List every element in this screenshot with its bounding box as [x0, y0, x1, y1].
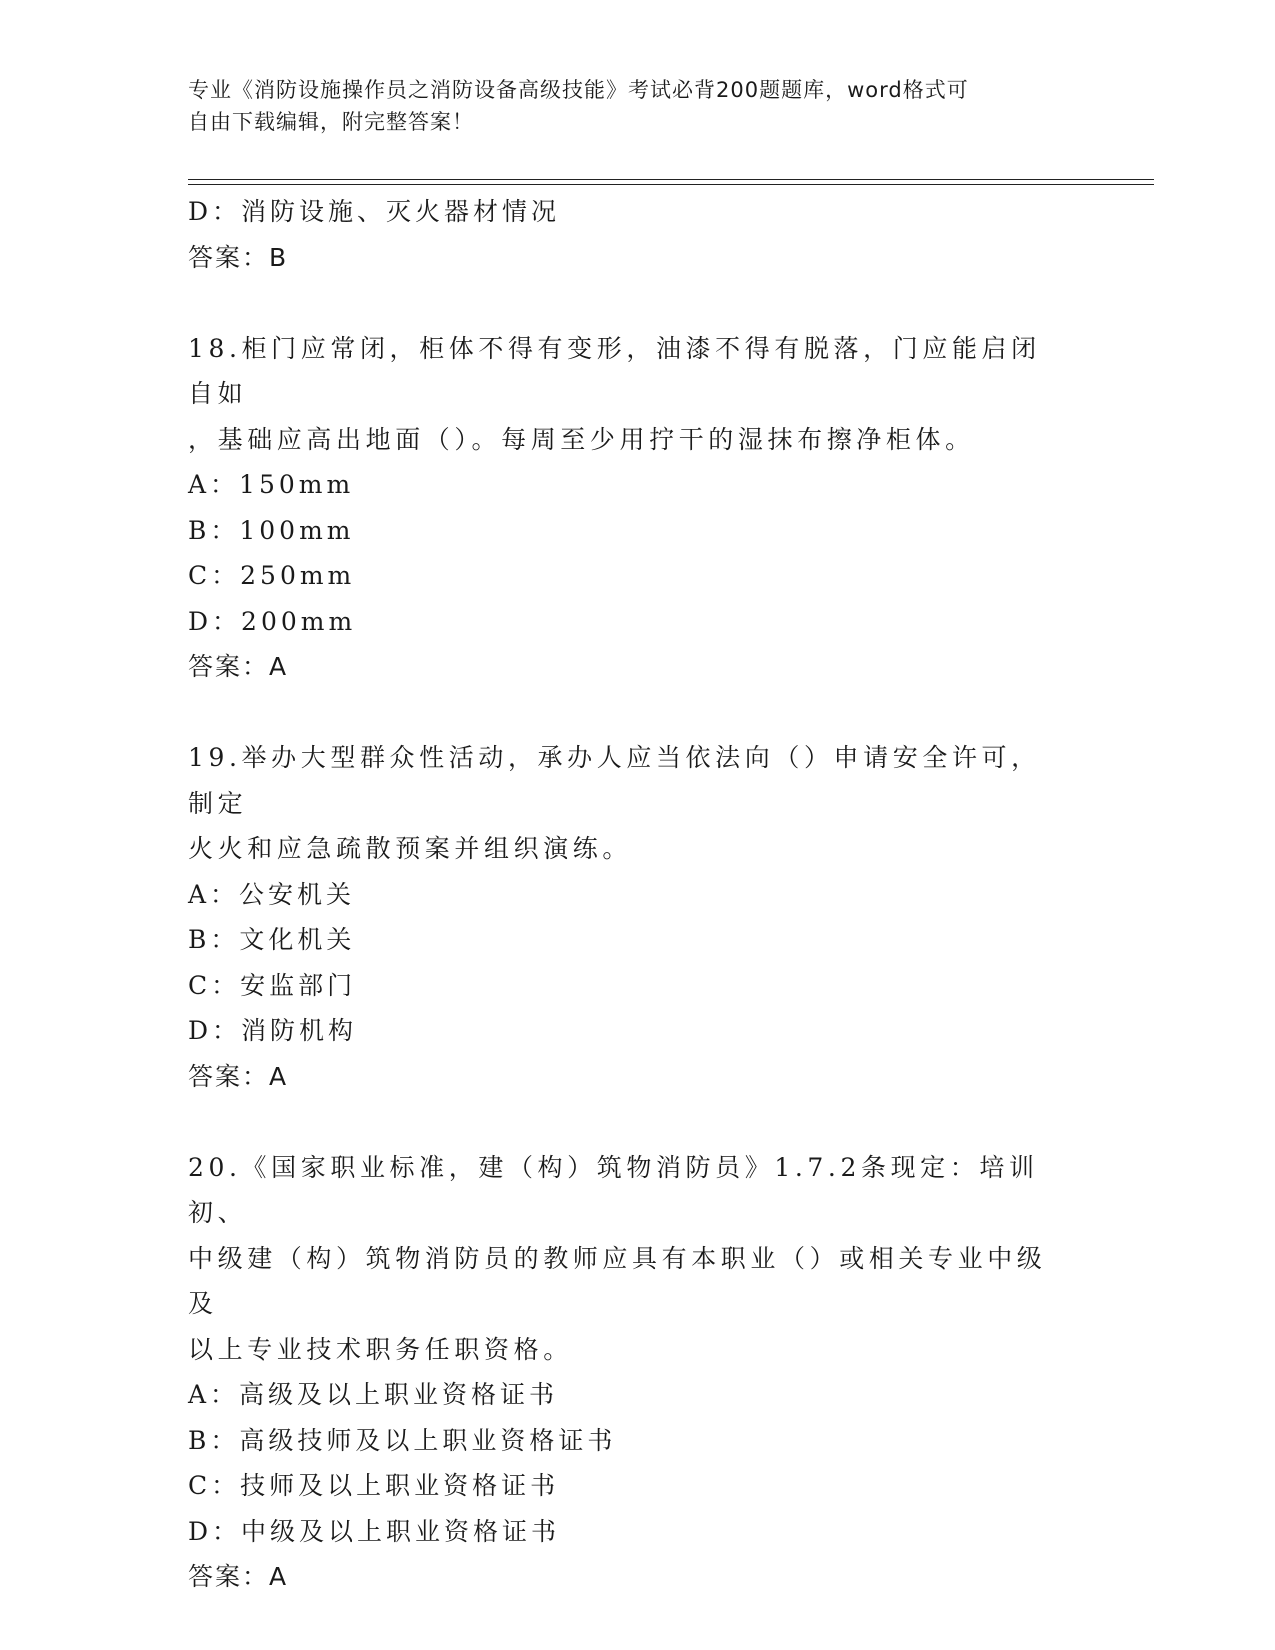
question-19	[188, 735, 1088, 1099]
option-b: B：文化机关	[188, 925, 356, 954]
question-text-line: 中级建（构）筑物消防员的教师应具有本职业（）或相关专业中级及	[188, 1243, 1047, 1318]
header-line-2: 自由下载编辑，附完整答案！	[188, 110, 474, 134]
option-a: A：150mm	[188, 470, 355, 499]
option-c: C：250mm	[188, 561, 356, 590]
option-d: D：消防设施、灭火器材情况	[188, 197, 561, 226]
question-text-line: ，基础应高出地面（）。每周至少用拧干的湿抹布擦净柜体。	[188, 424, 975, 454]
document-header	[188, 74, 1088, 138]
option-b: B：高级技师及以上职业资格证书	[188, 1425, 617, 1455]
header-divider-top	[188, 179, 1154, 180]
answer-line: 答案：A	[188, 1061, 289, 1091]
option-b: B：100mm	[188, 515, 355, 545]
question-text-line: 19.举办大型群众性活动，承办人应当依法向（）申请安全许可，制定	[188, 743, 1041, 818]
option-d: D：中级及以上职业资格证书	[188, 1516, 561, 1546]
header-divider-bottom	[188, 184, 1154, 185]
answer-line: 答案：B	[188, 242, 289, 272]
question-20	[188, 1145, 1088, 1600]
option-d: D：消防机构	[188, 1016, 358, 1045]
option-d: D：200mm	[188, 606, 357, 636]
answer-line: 答案：A	[188, 652, 289, 681]
option-c: C：技师及以上职业资格证书	[188, 1471, 560, 1500]
question-content	[188, 189, 1088, 1600]
question-text-line: 20.《国家职业标准，建（构）筑物消防员》1.7.2条现定：培训初、	[188, 1152, 1039, 1227]
question-18	[188, 326, 1088, 690]
question-text-line: 以上专业技术职务任职资格。	[188, 1334, 573, 1364]
option-c: C：安监部门	[188, 970, 357, 1000]
question-text-line: 18.柜门应常闭，柜体不得有变形，油漆不得有脱落，门应能启闭自如	[188, 333, 1041, 408]
option-a: A：高级及以上职业资格证书	[188, 1380, 559, 1409]
header-line-1: 专业《消防设施操作员之消防设备高级技能》考试必背200题题库，word格式可	[188, 78, 969, 102]
option-a: A：公安机关	[188, 879, 356, 909]
answer-line: 答案：A	[188, 1562, 289, 1591]
question-text-line: 火火和应急疏散预案并组织演练。	[188, 834, 633, 863]
